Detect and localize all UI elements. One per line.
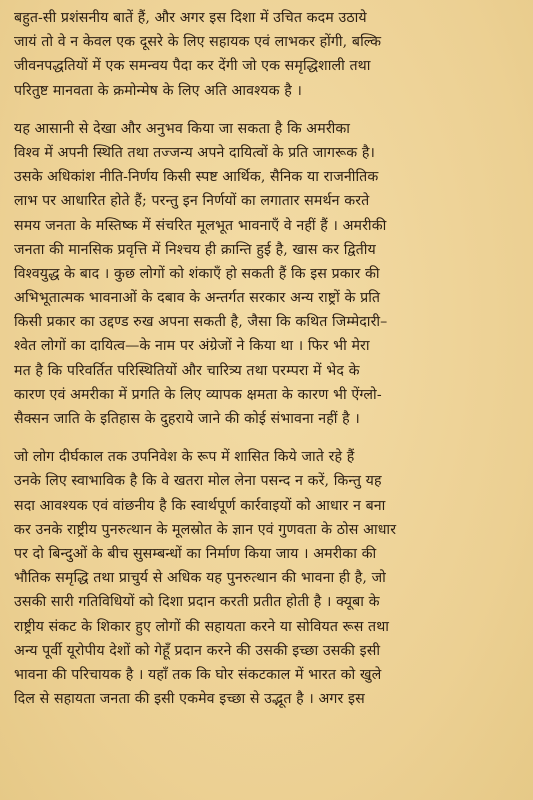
text-line: जीवनपद्धतियों में एक समन्वय पैदा कर देंगी जो एक समृद्धिशाली तथा [14, 58, 371, 75]
text-line: सैक्सन जाति के इतिहास के दुहराये जाने की कोई संभावना नहीं है । [14, 411, 360, 427]
text-line: राष्ट्रीय संकट के शिकार हुए लोगों की सहायता करने या सोवियत रूस तथा [14, 618, 390, 635]
paragraph-1 [14, 6, 533, 103]
text-line: उनके लिए स्वाभाविक है कि वे खतरा मोल लेना पसन्द न करें, किन्तु यह [14, 473, 382, 490]
text-line: कारण एवं अमरीका में प्रगति के लिए व्यापक क्षमता के कारण भी ऐंग्लो- [14, 386, 382, 403]
text-line: अभिभूतात्मक भावनाओं के दबाव के अन्तर्गत सरकार अन्य राष्ट्रों के प्रति [14, 290, 381, 307]
text-line: श्वेत लोगों का दायित्व—के नाम पर अंग्रेजों ने किया था । फिर भी मेरा [14, 338, 370, 355]
text-line: उसके अधिकांश नीति-निर्णय किसी स्पष्ट आर्थिक, सैनिक या राजनीतिक [14, 169, 379, 186]
text-line: विश्व में अपनी स्थिति तथा तज्जन्य अपने दायित्वों के प्रति जागरूक है। [14, 144, 375, 161]
text-line: लाभ पर आधारित होते हैं; परन्तु इन निर्णयों का लगातार समर्थन करते [14, 193, 370, 210]
text-line: मत है कि परिवर्तित परिस्थितियों और चारित्र्य तथा परम्परा में भेद के [14, 362, 360, 379]
text-line: दिल से सहायता जनता की इसी एकमेव इच्छा से उद्भूत है । अगर इस [14, 691, 365, 708]
text-line: भौतिक समृद्धि तथा प्राचुर्य से अधिक यह पुनरुत्थान की भावना ही है, जो [14, 570, 386, 587]
text-line: विश्वयुद्ध के बाद । कुछ लोगों को शंकाएँ हो सकती हैं कि इस प्रकार की [14, 265, 380, 282]
text-line: जायं तो वे न केवल एक दूसरे के लिए सहायक एवं लाभकर होंगी, बल्कि [14, 34, 382, 51]
text-line: समय जनता के मस्तिष्क में संचरित मूलभूत भावनाएँ वे नहीं हैं । अमरीकी [14, 217, 387, 234]
paragraph-gap [14, 103, 533, 117]
text-line: जो लोग दीर्घकाल तक उपनिवेश के रूप में शासित किये जाते रहे हैं [14, 449, 355, 466]
text-line: बहुत-सी प्रशंसनीय बातें हैं, और अगर इस दिशा में उचित कदम उठाये [14, 10, 367, 26]
text-line: पर दो बिन्दुओं के बीच सुसम्बन्धों का निर्माण किया जाय । अमरीका की [14, 545, 377, 562]
text-line: यह आसानी से देखा और अनुभव किया जा सकता है कि अमरीका [14, 120, 351, 137]
text-line: सदा आवश्यक एवं वांछनीय है कि स्वार्थपूर्ण कार्रवाइयों को आधार न बना [14, 497, 386, 514]
text-line: जनता की मानसिक प्रवृत्ति में निश्चय ही क्रान्ति हुई है, खास कर द्वितीय [14, 241, 376, 258]
text-line: भावना की परिचायक है । यहाँ तक कि घोर संकटकाल में भारत को खुले [14, 666, 382, 683]
text-line: किसी प्रकार का उद्दण्ड रुख अपना सकती है, जैसा कि कथित जिम्मेदारी– [14, 314, 388, 331]
text-line: कर उनके राष्ट्रीय पुनरुत्थान के मूलस्रोत के ज्ञान एवं गुणवता के ठोस आधार [14, 521, 397, 538]
text-line: उसकी सारी गतिविधियों को दिशा प्रदान करती प्रतीत होती है । क्यूबा के [14, 594, 380, 611]
paragraph-gap [14, 431, 533, 445]
paragraph-3 [14, 445, 533, 711]
text-line: परितुष्ट मानवता के क्रमोन्मेष के लिए अति आवश्यक है । [14, 82, 302, 99]
text-line: अन्य पूर्वी यूरोपीय देशों को गेहूँ प्रदान करने की उसकी इच्छा उसकी इसी [14, 642, 381, 659]
paragraph-2 [14, 117, 533, 431]
